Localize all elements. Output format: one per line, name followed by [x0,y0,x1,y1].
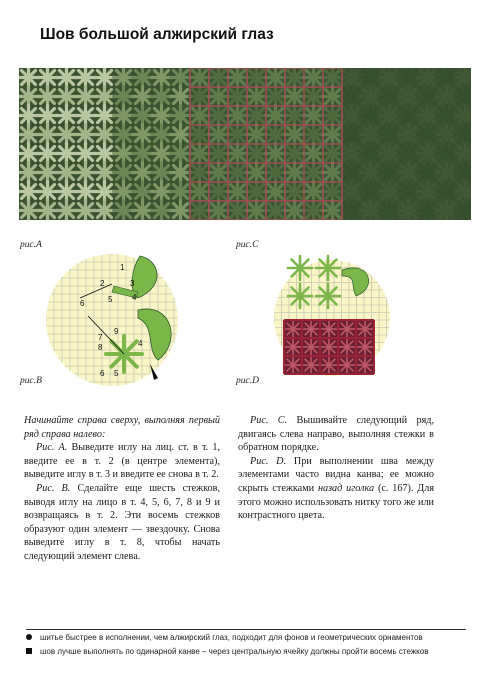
photo-stitch-cell [361,144,381,164]
photo-stitch-cell [152,201,172,220]
photo-stitch-cell [76,163,96,183]
photo-stitch-cell [247,87,267,107]
bullet-list [26,632,466,660]
photo-stitch-cell [114,201,134,220]
photo-stitch-cell [266,106,286,126]
photo-stitch-cell [361,68,381,87]
photo-stitch-cell [342,163,362,183]
photo-stitch-cell [304,163,324,183]
photo-stitch-cell [133,87,153,107]
photo-stitch-cell [19,163,38,183]
photo-stitch-cell [57,87,77,107]
photo-stitch-cell [323,68,343,87]
photo-stitch-cell [285,87,305,107]
bullet-text-2: шов лучше выполнять по одинарной канве – через центральную ячейку должны пройти восемь стежков [40,647,429,656]
photo-stitch-cell [437,68,457,87]
embroidery-photo-image [19,68,471,220]
photo-stitch-cell [266,201,286,220]
fig-a-number: 4 [132,293,137,302]
photo-stitch-cell [437,201,457,220]
photo-stitch-cell [380,87,400,107]
photo-stitch-cell [95,163,115,183]
intro-text: Начинайте справа сверху, выполняя первый ряд справа налево: [24,415,220,440]
photo-stitch-cell [399,106,419,126]
bottom-divider [26,629,466,630]
fig-a-number: 6 [80,299,85,308]
bullet-text-1: шитье быстрее в исполнении, чем алжирский глаз, подходит для фонов и геометрических орнаментов [40,633,423,642]
photo-stitch-cell [114,125,134,145]
photo-stitch-cell [76,106,96,126]
photo-stitch-cell [304,87,324,107]
photo-stitch-cell [190,144,210,164]
photo-stitch-cell [247,201,267,220]
photo-stitch-cell [171,68,191,87]
photo-stitch-cell [399,182,419,202]
photo-stitch-cell [228,201,248,220]
photo-stitch-cell [437,125,457,145]
photo-stitch-cell [380,201,400,220]
photo-stitch-cell [114,182,134,202]
photo-stitch-cell [418,201,438,220]
photo-stitch-cell [152,144,172,164]
photo-stitch-cell [190,182,210,202]
photo-stitch-cell [399,201,419,220]
photo-stitch-cell [247,68,267,87]
photo-stitch-cell [361,106,381,126]
photo-stitch-cell [418,125,438,145]
photo-stitch-cell [361,182,381,202]
photo-stitch-cell [361,125,381,145]
photo-stitch-cell [95,106,115,126]
photo-stitch-cell [114,163,134,183]
photo-stitch-cell [190,201,210,220]
photo-stitch-cell [266,144,286,164]
bullet-item [26,646,466,657]
photo-stitch-cell [361,87,381,107]
photo-stitch-cell [152,125,172,145]
para-a-text: Выведите иглу на лиц. ст. в т. 1, введите ее в т. 2 (в центре элемента), выведите иглу в т. 3 и введите ее снова в т. 2. [24,442,221,481]
photo-stitch-cell [380,106,400,126]
photo-stitch-cell [171,201,191,220]
photo-stitch-cell [323,125,343,145]
photo-stitch-cell [266,125,286,145]
square-bullet-icon [26,648,32,654]
photo-stitch-cell [247,106,267,126]
photo-stitch-cell [266,87,286,107]
photo-stitch-cell [323,106,343,126]
para-c-label: Рис. C. [250,415,288,426]
photo-stitch-cell [133,182,153,202]
figure-b-label: рис.B [20,376,42,386]
photo-stitch-cell [380,163,400,183]
photo-stitch-cell [399,68,419,87]
photo-stitch-cell [304,68,324,87]
photo-stitch-cell [228,87,248,107]
circle-bullet-icon [26,634,32,640]
photo-stitch-cell [95,87,115,107]
photo-stitch-cell [190,87,210,107]
photo-stitch-cell [285,163,305,183]
photo-stitch-cell [171,87,191,107]
photo-stitch-cell [38,106,58,126]
photo-stitch-cell [57,201,77,220]
photo-stitch-cell [190,163,210,183]
photo-stitch-cell [57,144,77,164]
photo-stitch-cell [399,125,419,145]
photo-stitch-cell [361,163,381,183]
fig-a-number: 1 [120,263,125,272]
photo-stitch-cell [342,87,362,107]
para-d-italic: назад иголка [317,482,375,494]
photo-stitch-cell [95,125,115,145]
photo-stitch-cell [95,144,115,164]
photo-stitch-cell [304,182,324,202]
photo-stitch-cell [209,144,229,164]
photo-stitch-cell [19,182,38,202]
left-text-column [24,414,220,564]
photo-stitch-cell [133,144,153,164]
photo-stitch-cell [323,182,343,202]
photo-stitch-cell [57,125,77,145]
fig-b-number: 5 [114,369,119,378]
photo-stitch-cell [266,182,286,202]
photo-stitch-cell [19,125,38,145]
photo-stitch-cell [380,125,400,145]
photo-stitch-cell [418,182,438,202]
photo-stitch-cell [209,182,229,202]
photo-stitch-cell [304,201,324,220]
photo-stitch-cell [114,144,134,164]
photo-stitch-cell [418,68,438,87]
photo-stitch-cell [418,163,438,183]
photo-stitch-cell [380,68,400,87]
photo-stitch-cell [228,106,248,126]
photo-stitch-cell [437,144,457,164]
photo-stitch-cell [171,182,191,202]
photo-stitch-cell [76,125,96,145]
photo-stitch-cell [285,125,305,145]
para-b-text: Сделайте еще шесть стежков, выводя иглу на лицо в т. 4, 5, 6, 7, 8 и 9 и возвращаясь в т. 2. Эти восемь стежков образуют один элемент — звездочку. Снова выведите иглу в т. 8, чтобы начать следующий элемент слева. [24,482,221,562]
embroidery-photo [19,68,471,220]
photo-stitch-cell [323,87,343,107]
photo-stitch-cell [152,87,172,107]
photo-stitch-cell [342,68,362,87]
figure-c-label: рис.C [236,240,259,250]
photo-stitch-cell [304,125,324,145]
photo-stitch-cell [228,125,248,145]
figure-cd-diagram [274,246,392,390]
photo-stitch-cell [342,182,362,202]
fig-b-number: 7 [98,333,103,342]
photo-stitch-cell [209,163,229,183]
fig-b-number: 6 [100,369,105,378]
photo-stitch-cell [228,182,248,202]
photo-stitch-cell [152,106,172,126]
photo-stitch-cell [95,201,115,220]
right-text-column [238,414,434,523]
photo-stitch-cell [38,68,58,87]
figure-a-label: рис.A [20,240,42,250]
photo-stitch-cell [285,144,305,164]
photo-stitch-cell [266,68,286,87]
fig-b-number: 9 [114,327,119,336]
photo-stitch-cell [76,87,96,107]
photo-stitch-cell [133,68,153,87]
para-a-label: Рис. A. [36,442,68,454]
fig-b-number: 8 [98,343,103,352]
photo-stitch-cell [38,163,58,183]
photo-stitch-cell [190,125,210,145]
photo-stitch-cell [247,163,267,183]
photo-stitch-cell [266,163,286,183]
photo-stitch-cell [152,182,172,202]
photo-stitch-cell [399,144,419,164]
photo-stitch-cell [38,87,58,107]
photo-stitch-cell [380,144,400,164]
photo-stitch-cell [437,106,457,126]
fig-b-number: 4 [138,339,143,348]
photo-stitch-cell [342,125,362,145]
photo-stitch-cell [228,68,248,87]
photo-stitch-cell [209,68,229,87]
photo-stitch-cell [76,144,96,164]
photo-stitch-cell [57,106,77,126]
para-b-label: Рис. B. [36,482,71,494]
photo-stitch-cell [133,201,153,220]
photo-stitch-cell [38,182,58,202]
photo-stitch-cell [418,87,438,107]
photo-stitch-cell [114,87,134,107]
photo-stitch-cell [209,87,229,107]
photo-stitch-cell [380,182,400,202]
photo-stitch-cell [399,87,419,107]
photo-stitch-cell [57,182,77,202]
photo-stitch-cell [171,106,191,126]
photo-stitch-cell [437,182,457,202]
para-c-text: Вышивайте следующий ряд, двигаясь слева направо, выполняя стежки в обратном порядке. [238,415,434,454]
photo-stitch-cell [323,144,343,164]
photo-stitch-cell [285,182,305,202]
photo-stitch-cell [19,87,38,107]
photo-stitch-cell [57,68,77,87]
photo-stitch-cell [361,201,381,220]
photo-stitch-cell [38,144,58,164]
photo-stitch-cell [285,68,305,87]
photo-stitch-cell [171,163,191,183]
photo-stitch-cell [190,106,210,126]
photo-stitch-cell [190,68,210,87]
photo-stitch-cell [171,125,191,145]
photo-stitch-cell [228,144,248,164]
photo-stitch-cell [418,144,438,164]
fig-a-number: 3 [130,279,135,288]
para-d-label: Рис. D. [250,455,287,467]
para-d-text-2: (с. 167). Для этого можно использовать нитку того же или контрастного цвета. [238,482,435,522]
photo-stitch-cell [95,68,115,87]
photo-stitch-cell [38,125,58,145]
photo-stitch-cell [114,68,134,87]
photo-stitch-cell [285,106,305,126]
photo-stitch-cell [418,106,438,126]
photo-stitch-cell [95,182,115,202]
photo-stitch-cell [323,201,343,220]
photo-stitch-cell [342,144,362,164]
figure-ab-diagram [40,246,190,394]
photo-stitch-cell [57,163,77,183]
photo-stitch-cell [152,163,172,183]
para-d-text-1: При выполнении шва между элементами часто видна канва; ее можно скрыть стежками [238,455,434,494]
photo-stitch-cell [437,87,457,107]
photo-stitch-cell [76,201,96,220]
photo-stitch-cell [133,163,153,183]
photo-stitch-cell [114,106,134,126]
page-title: Шов большой алжирский глаз [40,26,274,43]
fig-a-number: 2 [100,279,105,288]
photo-stitch-cell [171,144,191,164]
photo-stitch-cell [19,144,38,164]
photo-stitch-cell [19,106,38,126]
fig-a-number: 5 [108,295,113,304]
photo-stitch-cell [209,106,229,126]
photo-stitch-cell [342,201,362,220]
photo-stitch-cell [323,163,343,183]
photo-stitch-cell [209,125,229,145]
photo-stitch-cell [247,182,267,202]
photo-stitch-cell [437,163,457,183]
photo-stitch-cell [76,68,96,87]
photo-stitch-cell [133,125,153,145]
figure-d-label: рис.D [236,376,259,386]
photo-stitch-cell [228,163,248,183]
photo-stitch-cell [304,144,324,164]
photo-stitch-cell [285,201,305,220]
photo-stitch-cell [19,68,38,87]
photo-stitch-cell [19,201,38,220]
photo-stitch-cell [133,106,153,126]
photo-stitch-cell [247,125,267,145]
photo-stitch-cell [152,68,172,87]
photo-stitch-cell [76,182,96,202]
photo-stitch-cell [247,144,267,164]
photo-stitch-cell [209,201,229,220]
photo-stitch-cell [342,106,362,126]
photo-stitch-cell [399,163,419,183]
photo-stitch-cell [38,201,58,220]
photo-stitch-cell [304,106,324,126]
bullet-item [26,632,466,643]
